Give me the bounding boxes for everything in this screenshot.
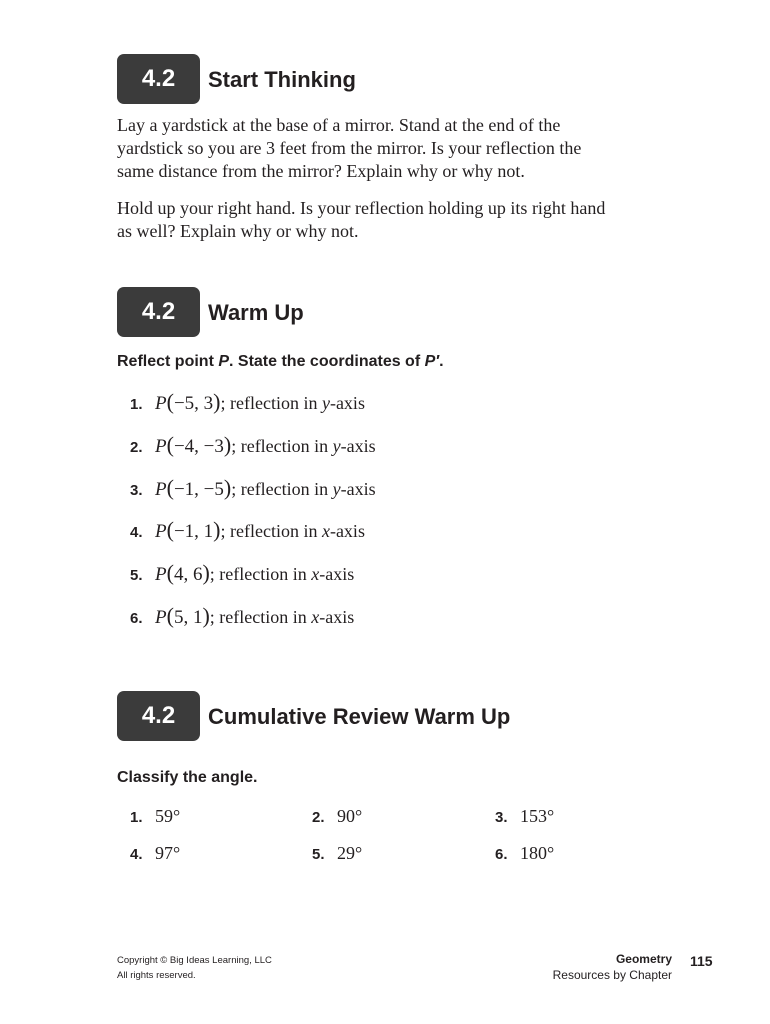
warm-up-item [130,475,376,501]
point-name: P [155,436,167,457]
point-coordinates: −1, 1 [173,521,214,542]
item-number: 5. [312,846,325,863]
item-number: 1. [130,809,143,826]
warm-up-item [130,603,354,629]
item-number: 4. [130,846,143,863]
point-name: P [155,521,167,542]
point-name: P [155,393,167,414]
start-thinking-paragraph-2: Hold up your right hand. Is your reflection holding up its right hand as well? Explain why or why not. [117,198,606,241]
warm-up-item [130,389,365,415]
warm-up-item [130,517,365,543]
angle-value: 153° [520,806,555,826]
item-number: 3. [495,809,508,826]
section-badge: 4.2 [117,287,200,337]
axis-suffix: -axis [329,393,365,413]
reflection-prefix: ; reflection in [209,564,312,584]
copyright-text: Copyright © Big Ideas Learning, LLC [117,955,272,966]
point-expression [155,517,220,543]
angle-value: 59° [155,806,181,826]
axis-suffix: -axis [340,479,376,499]
warm-up-instruction [117,353,444,371]
section-title: Start Thinking [208,67,356,92]
warm-up-header [117,287,304,337]
close-paren: ) [202,603,210,628]
angle-value: 180° [520,843,555,863]
page-number: 115 [690,953,713,969]
rights-text: All rights reserved. [117,970,196,981]
angle-item [495,843,554,864]
reflection-text [231,479,375,500]
axis-suffix: -axis [340,436,376,456]
instruction-text: . State the coordinates of [229,353,425,370]
point-expression [155,389,220,415]
close-paren: ) [213,517,221,542]
reflection-text [220,393,364,414]
angle-item [495,806,554,827]
point-name: P [155,607,167,628]
axis-variable: y [332,479,341,499]
reflection-text [210,564,354,585]
resource-title: Resources by Chapter [552,968,672,982]
instruction-text: Reflect point [117,353,219,370]
point-coordinates: 4, 6 [173,564,203,585]
item-number: 2. [130,439,143,456]
angle-item [130,806,180,827]
reflection-prefix: ; reflection in [220,521,322,541]
open-paren: ( [166,432,174,457]
footer-copyright [117,953,272,983]
point-expression [155,432,231,458]
section-badge: 4.2 [117,691,200,741]
angle-item [312,843,362,864]
reflection-text [220,521,364,542]
axis-variable: x [311,607,320,627]
item-number: 2. [312,809,325,826]
angle-item [130,843,180,864]
open-paren: ( [166,560,174,585]
point-coordinates: −4, −3 [173,436,224,457]
axis-suffix: -axis [329,521,365,541]
axis-variable: y [332,436,341,456]
section-title: Cumulative Review Warm Up [208,704,511,729]
angle-value: 90° [337,806,363,826]
point-coordinates: −1, −5 [173,479,224,500]
point-name: P [155,479,167,500]
item-number: 5. [130,567,143,584]
item-number: 3. [130,482,143,499]
cumulative-review-instruction: Classify the angle. [117,769,258,786]
reflection-prefix: ; reflection in [231,436,333,456]
open-paren: ( [166,475,174,500]
point-expression [155,560,210,586]
axis-suffix: -axis [319,607,355,627]
axis-variable: x [311,564,320,584]
item-number: 6. [130,610,143,627]
angle-value: 29° [337,843,363,863]
axis-variable: y [321,393,330,413]
close-paren: ) [213,389,221,414]
point-expression [155,475,231,501]
point-coordinates: 5, 1 [173,607,203,628]
reflection-text [231,436,375,457]
close-paren: ) [202,560,210,585]
reflection-text [210,607,354,628]
start-thinking-paragraph-1: Lay a yardstick at the base of a mirror. Stand at the end of the yardstick so you are 3 feet from the mirror. Is your reflection the same distance from the mirror? Explain why or why not. [117,115,582,181]
reflection-prefix: ; reflection in [231,479,333,499]
instruction-point: P [218,353,230,370]
point-name: P [155,564,167,585]
open-paren: ( [166,517,174,542]
reflection-prefix: ; reflection in [220,393,322,413]
angle-item [312,806,362,827]
section-badge: 4.2 [117,54,200,104]
close-paren: ) [223,475,232,500]
item-number: 4. [130,524,143,541]
reflection-prefix: ; reflection in [209,607,312,627]
cumulative-review-header [117,691,510,741]
close-paren: ) [223,432,232,457]
instruction-image-point: P′ [424,353,440,370]
warm-up-item [130,560,354,586]
open-paren: ( [166,389,174,414]
open-paren: ( [166,603,174,628]
footer-book-info [553,951,672,983]
warm-up-item [130,432,376,458]
book-title: Geometry [615,952,672,966]
item-number: 1. [130,396,143,413]
section-title: Warm Up [208,300,304,325]
axis-variable: x [321,521,330,541]
instruction-text: . [439,353,444,370]
point-expression [155,603,210,629]
start-thinking-header [117,54,356,104]
item-number: 6. [495,846,508,863]
angle-value: 97° [155,843,181,863]
point-coordinates: −5, 3 [173,393,214,414]
axis-suffix: -axis [319,564,355,584]
